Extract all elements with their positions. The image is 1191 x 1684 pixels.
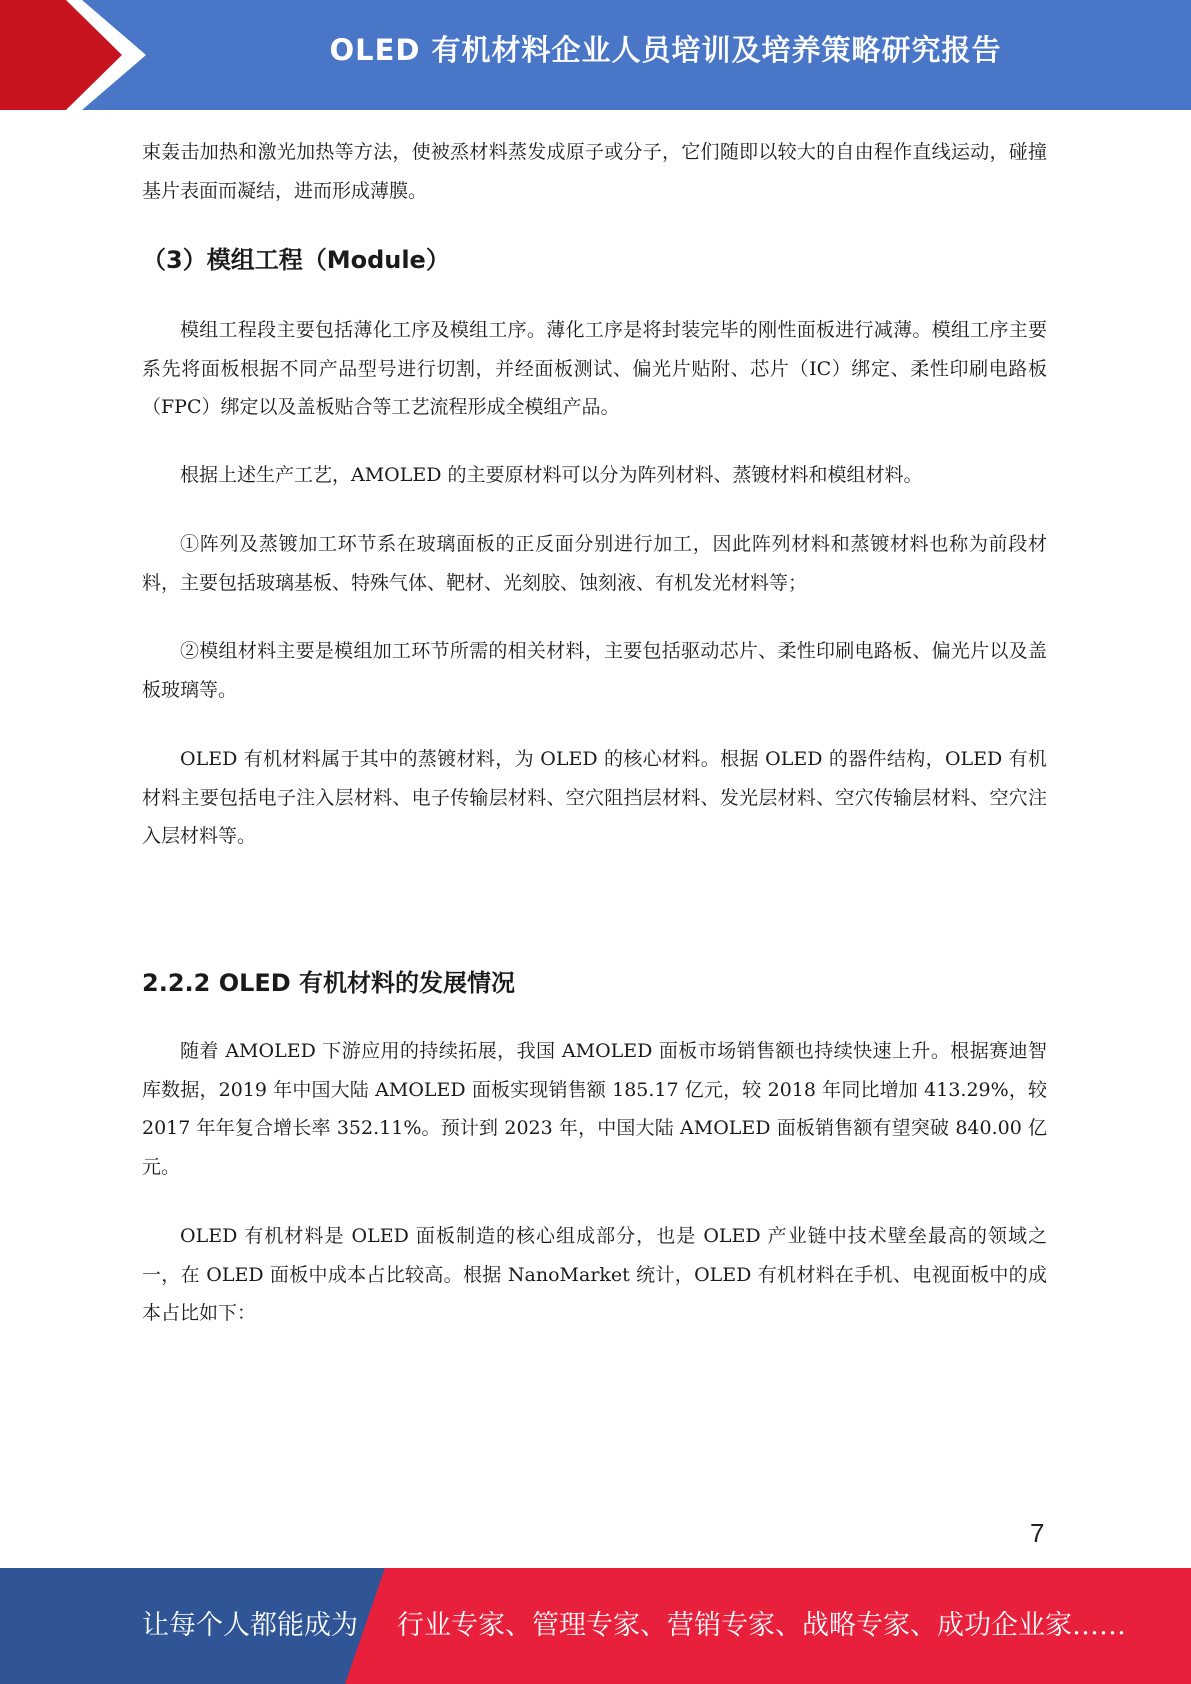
page-footer bbox=[0, 1568, 1191, 1684]
header-arrow-decoration bbox=[0, 0, 160, 110]
market-paragraph-block bbox=[142, 1032, 1047, 1186]
cost-paragraph-block bbox=[142, 1217, 1047, 1333]
module-materials-paragraph: ②模组材料主要是模组加工环节所需的相关材料，主要包括驱动芯片、柔性印刷电路板、偏光片以及盖板玻璃等。 bbox=[142, 640, 1047, 701]
cost-paragraph: OLED 有机材料是 OLED 面板制造的核心组成部分，也是 OLED 产业链中技术壁垒最高的领域之一，在 OLED 面板中成本占比较高。根据 NanoMarket 统计，OLED 有机材料在手机、电视面板中的成本占比如下： bbox=[142, 1225, 1047, 1324]
footer-slogan-left: 让每个人都能成为 bbox=[142, 1610, 358, 1641]
array-materials-paragraph: ①阵列及蒸镀加工环节系在玻璃面板的正反面分别进行加工，因此阵列材料和蒸镀材料也称为前段材料，主要包括玻璃基板、特殊气体、靶材、光刻胶、蚀刻液、有机发光材料等； bbox=[142, 533, 1047, 594]
report-title: OLED 有机材料企业人员培训及培养策略研究报告 bbox=[329, 33, 1002, 67]
footer-slogan-right: 行业专家、管理专家、营销专家、战略专家、成功企业家…… bbox=[397, 1610, 1126, 1641]
module-paragraph-block bbox=[142, 311, 1047, 427]
oled-materials-paragraph: OLED 有机材料属于其中的蒸镀材料，为 OLED 的核心材料。根据 OLED 的器件结构，OLED 有机材料主要包括电子注入层材料、电子传输层材料、空穴阻挡层材料、发光层材料、空穴传输层材料、空穴注入层材料等。 bbox=[142, 748, 1047, 847]
materials-paragraph-block bbox=[142, 456, 1047, 495]
intro-paragraph: 束轰击加热和激光加热等方法，使被烝材料蒸发成原子或分子，它们随即以较大的自由程作直线运动，碰撞基片表面而凝结，进而形成薄膜。 bbox=[142, 141, 1047, 202]
intro-paragraph-block bbox=[142, 133, 1047, 210]
section-heading-development: 2.2.2 OLED 有机材料的发展情况 bbox=[142, 969, 516, 997]
oled-paragraph-block bbox=[142, 740, 1047, 856]
market-paragraph: 随着 AMOLED 下游应用的持续拓展，我国 AMOLED 面板市场销售额也持续快速上升。根据赛迪智库数据，2019 年中国大陆 AMOLED 面板实现销售额 185.17 亿元，较 2018 年同比增加 413.29%，较 2017 年年复合增长率 352.11%。预计到 2023 年，中国大陆 AMOLED 面板销售额有望突破 840.00 亿元。 bbox=[142, 1040, 1047, 1178]
section-heading-module: （3）模组工程（Module） bbox=[142, 246, 450, 274]
page-number: 7 bbox=[1030, 1518, 1045, 1548]
array-paragraph-block bbox=[142, 525, 1047, 602]
materials-paragraph: 根据上述生产工艺，AMOLED 的主要原材料可以分为阵列材料、蒸镀材料和模组材料。 bbox=[180, 464, 923, 486]
module-materials-block bbox=[142, 632, 1047, 709]
module-paragraph: 模组工程段主要包括薄化工序及模组工序。薄化工序是将封装完毕的刚性面板进行减薄。模组工序主要系先将面板根据不同产品型号进行切割，并经面板测试、偏光片贴附、芯片（IC）绑定、柔性印刷电路板（FPC）绑定以及盖板贴合等工艺流程形成全模组产品。 bbox=[142, 319, 1047, 418]
page-header bbox=[0, 0, 1191, 110]
